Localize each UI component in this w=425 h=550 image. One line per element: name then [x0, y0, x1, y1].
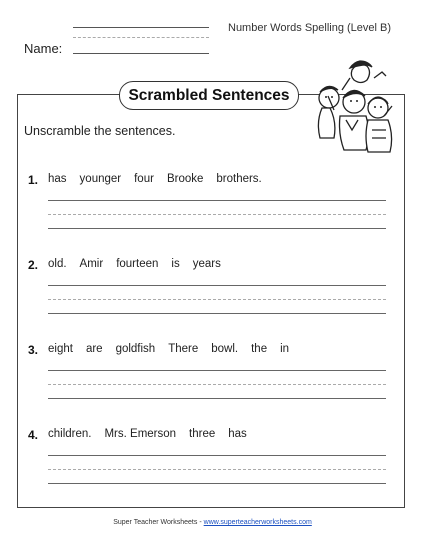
worksheet-title: Scrambled Sentences: [119, 81, 299, 110]
answer-line-mid: [48, 384, 386, 385]
question-1: [28, 173, 388, 189]
answer-line-bottom[interactable]: [48, 313, 386, 314]
word: There: [168, 343, 199, 355]
word: has: [228, 428, 247, 440]
question-number: 1.: [28, 173, 39, 187]
question-4: [28, 428, 388, 444]
word: in: [280, 343, 290, 355]
top-rule-dashed: [73, 37, 209, 38]
answer-line-top[interactable]: [48, 285, 386, 286]
top-rule: [73, 27, 209, 28]
word: eight: [48, 343, 73, 355]
footer-link[interactable]: www.superteacherworksheets.com: [203, 519, 312, 526]
scrambled-words: [48, 343, 302, 355]
answer-line-mid: [48, 299, 386, 300]
word: four: [134, 173, 154, 185]
word: are: [85, 343, 103, 355]
word: years: [192, 258, 221, 270]
word: Mrs. Emerson: [104, 428, 177, 440]
answer-line-top[interactable]: [48, 370, 386, 371]
answer-line-top[interactable]: [48, 200, 386, 201]
question-number: 4.: [28, 428, 39, 442]
question-number: 2.: [28, 258, 39, 272]
question-number: 3.: [28, 343, 39, 357]
scrambled-words: [48, 173, 275, 185]
word: Amir: [79, 258, 104, 270]
word: three: [189, 428, 216, 440]
word: old.: [48, 258, 67, 270]
answer-line-mid: [48, 469, 386, 470]
footer-separator: -: [199, 519, 202, 526]
answer-line-top[interactable]: [48, 455, 386, 456]
answer-line-bottom[interactable]: [48, 228, 386, 229]
word: children.: [48, 428, 92, 440]
name-label: Name:: [24, 41, 63, 56]
word: younger: [79, 173, 122, 185]
word: the: [251, 343, 268, 355]
word: Brooke: [166, 173, 204, 185]
scrambled-words: [48, 258, 234, 270]
question-3: [28, 343, 388, 359]
answer-line-bottom[interactable]: [48, 483, 386, 484]
name-field-line[interactable]: [73, 53, 209, 54]
instructions: Unscramble the sentences.: [24, 124, 176, 138]
worksheet-header-title: Number Words Spelling (Level B): [228, 22, 392, 34]
footer: [0, 519, 425, 526]
scrambled-words: [48, 428, 260, 440]
group-of-kids-illustration: [312, 60, 396, 160]
word: has: [48, 173, 67, 185]
answer-line-mid: [48, 214, 386, 215]
word: bowl.: [211, 343, 239, 355]
question-2: [28, 258, 388, 274]
word: goldfish: [115, 343, 156, 355]
answer-line-bottom[interactable]: [48, 398, 386, 399]
word: fourteen: [116, 258, 159, 270]
word: is: [171, 258, 180, 270]
word: brothers.: [216, 173, 262, 185]
footer-brand: Super Teacher Worksheets: [113, 519, 198, 526]
